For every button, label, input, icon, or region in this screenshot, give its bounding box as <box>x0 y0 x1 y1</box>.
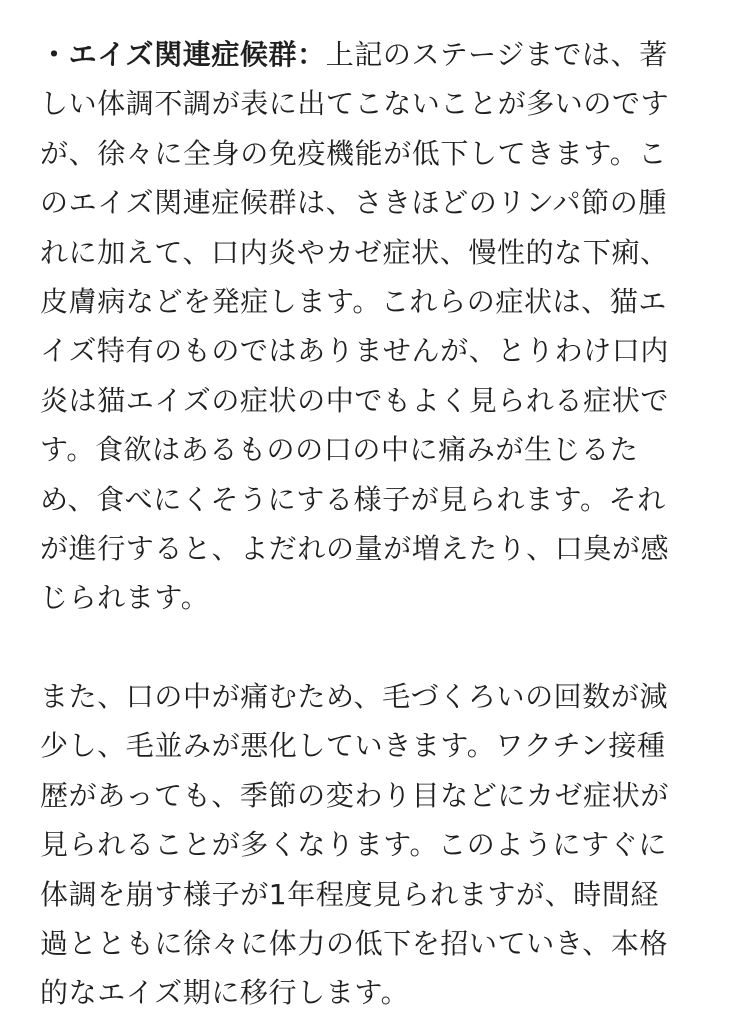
text-line-content: 上記のステージまでは、著 <box>325 38 668 71</box>
text-line: め、食べにくそうにする様子が見られます。それ <box>40 482 666 516</box>
text-line: じられます。 <box>40 581 210 615</box>
text-line: 皮膚病などを発症します。これらの症状は、猫エ <box>40 284 667 318</box>
text-line: 過とともに徐々に体力の低下を招いていき、本格 <box>40 927 669 961</box>
paragraph-progression <box>40 672 700 1018</box>
text-line: 体調を崩す様子が1年程度見られますが、時間経 <box>40 877 660 911</box>
text-line: イズ特有のものではありませんが、とりわけ口内 <box>40 334 669 368</box>
text-line: す。食欲はあるものの口の中に痛みが生じるた <box>40 433 639 467</box>
text-line: 的なエイズ期に移行します。 <box>40 976 410 1010</box>
section-heading: ・エイズ関連症候群： <box>40 38 326 71</box>
text-line <box>40 30 700 79</box>
text-line: 炎は猫エイズの症状の中でもよく見られる症状で <box>40 383 669 417</box>
text-line: れに加えて、口内炎やカゼ症状、慢性的な下痢、 <box>40 235 669 269</box>
text-line: 見られることが多くなります。このようにすぐに <box>40 828 667 862</box>
paragraph-spacer <box>40 623 700 672</box>
paragraph-aids-related-syndrome <box>40 30 700 623</box>
text-line: が進行すると、よだれの量が増えたり、口臭が感 <box>40 531 670 565</box>
article-body <box>40 30 700 1018</box>
text-line: 歴があっても、季節の変わり目などにカゼ症状が <box>40 778 669 812</box>
text-line: 少し、毛並みが悪化していきます。ワクチン接種 <box>40 729 666 763</box>
text-line: が、徐々に全身の免疫機能が低下してきます。こ <box>40 136 667 170</box>
text-line: しい体調不調が表に出てこないことが多いのです <box>40 87 670 121</box>
text-line: のエイズ関連症候群は、さきほどのリンパ節の腫 <box>40 186 667 220</box>
text-line: また、口の中が痛むため、毛づくろいの回数が減 <box>40 680 669 714</box>
